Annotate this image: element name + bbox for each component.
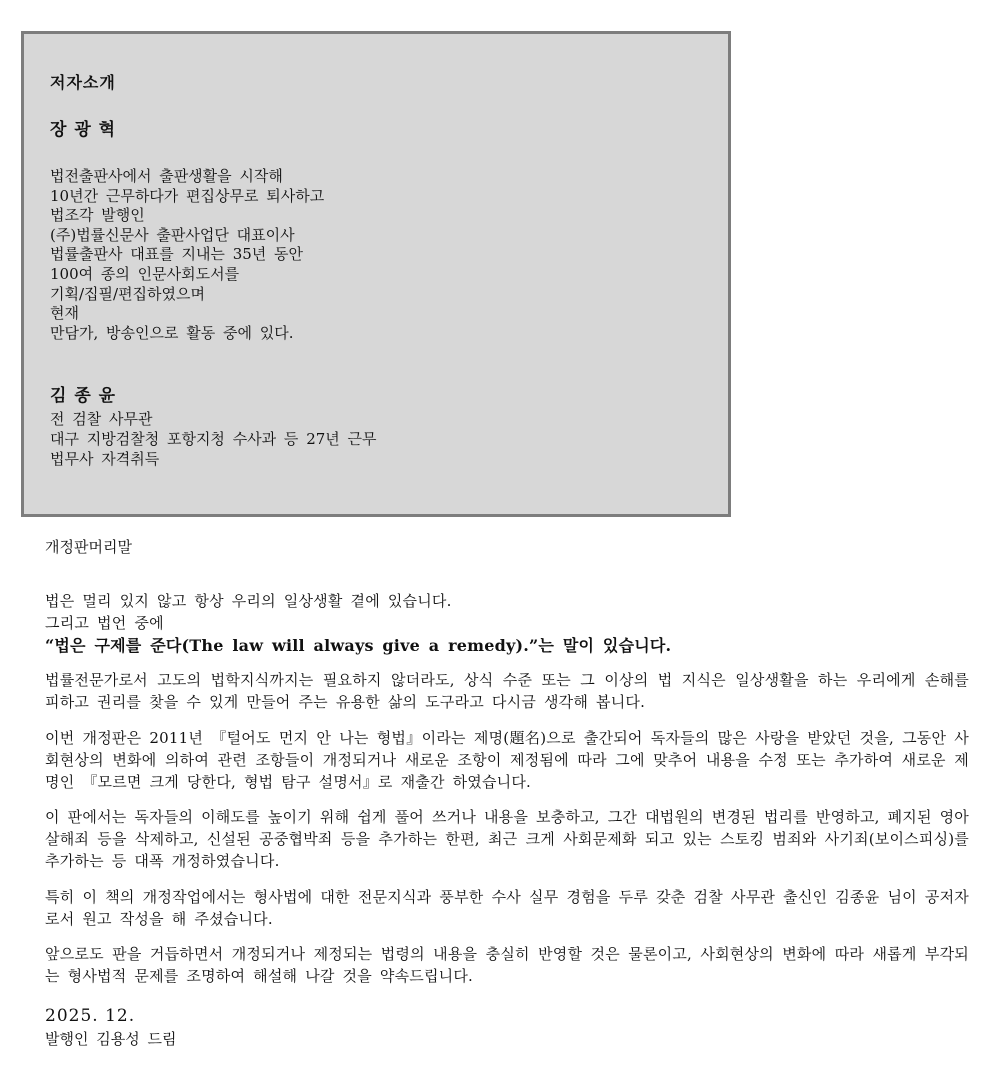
preface-line: 이번 개정판은 2011년 『털어도 먼지 안 나는 형법』이라는 제명(題名)으로 출간되어 독자들의 많은 사랑을 받았던 것을, 그동안 사회현상의 변화에 의하여 관련 조항들이 개정되거나 새로운 조항이 제정됨에 따라 그에 맞추어 내용을 수정 또는 추가하여 새로운 제명인 『모르면 크게 당한다, 형법 탐구 설명서』로 재출간 하였습니다. — [45, 728, 969, 791]
preface-line: 법률전문가로서 고도의 법학지식까지는 필요하지 않더라도, 상식 수준 또는 그 이상의 법 지식은 일상생활을 하는 우리에게 손해를 피하고 권리를 찾을 수 있게 만들어 주는 유용한 삶의 도구라고 다시금 생각해 봅니다. — [45, 671, 969, 712]
author-bio-line: 대구 지방검찰청 포항지청 수사과 등 27년 근무 — [50, 429, 377, 448]
author-bio-line: 만담가, 방송인으로 활동 중에 있다. — [50, 323, 294, 342]
author-box-title: 저자소개 — [50, 73, 116, 92]
preface-line: 그리고 법언 중에 — [45, 613, 164, 632]
author-bio-line: 법무사 자격취득 — [50, 449, 160, 468]
preface-line: 법은 멀리 있지 않고 항상 우리의 일상생활 곁에 있습니다. — [45, 592, 452, 610]
preface-title: 개정판머리말 — [45, 538, 132, 556]
closing-date: 2025. 12. — [45, 1005, 136, 1026]
preface-line: 앞으로도 판을 거듭하면서 개정되거나 제정되는 법령의 내용을 충실히 반영할 것은 물론이고, 사회현상의 변화에 따라 새롭게 부각되는 형사법적 문제를 조명하여 해설해 나갈 것을 약속드립니다. — [45, 945, 969, 986]
author-list — [50, 119, 698, 469]
author-bio-line: 법률출판사 대표를 지내는 35년 동안 — [50, 245, 304, 264]
closing-signature: 발행인 김용성 드림 — [45, 1029, 177, 1048]
preface-line: 이 판에서는 독자들의 이해도를 높이기 위해 쉽게 풀어 쓰거나 내용을 보충하고, 그간 대법원의 변경된 법리를 반영하고, 폐지된 영아살해죄 등을 삭제하고, 신설된 공중협박죄 등을 추가하는 한편, 최근 크게 사회문제화 되고 있는 스토킹 범죄와 사기죄(보이스피싱)를 추가하는 등 대폭 개정하였습니다. — [45, 808, 969, 870]
preface-line: 특히 이 책의 개정작업에서는 형사법에 대한 전문지식과 풍부한 수사 실무 경험을 두루 갖춘 검찰 사무관 출신인 김종윤 님이 공저자로서 원고 작성을 해 주셨습니다. — [45, 887, 969, 928]
author-bio-line: 법전출판사에서 출판생활을 시작해 — [50, 167, 283, 185]
author-bio-line: 현재 — [50, 304, 79, 323]
author-bio-line: 전 검찰 사무관 — [50, 410, 153, 429]
preface-section — [45, 537, 969, 1050]
author-bio-line: 10년간 근무하다가 편집상무로 퇴사하고 — [50, 186, 325, 205]
preface-paragraph — [45, 591, 969, 656]
author-name: 장 광 혁 — [50, 120, 117, 140]
author-bio-line: (주)법률신문사 출판사업단 대표이사 — [50, 225, 295, 244]
author-block — [50, 119, 698, 343]
author-bio-line: 법조각 발행인 — [50, 206, 145, 225]
preface-paragraph — [45, 887, 969, 931]
preface-paragraph — [45, 944, 969, 988]
author-name: 김 종 윤 — [50, 386, 117, 407]
author-block — [50, 385, 698, 469]
author-intro-box — [21, 31, 731, 517]
author-bio-line: 기획/집필/편집하였으며 — [50, 284, 206, 303]
preface-paragraph — [45, 728, 969, 793]
preface-line: “법은 구제를 준다(The law will always give a remedy).”는 말이 있습니다. — [45, 635, 672, 655]
preface-paragraph — [45, 670, 969, 714]
author-bio-line: 100여 종의 인문사회도서를 — [50, 264, 240, 283]
preface-paragraph — [45, 807, 969, 872]
preface-body — [45, 591, 969, 988]
